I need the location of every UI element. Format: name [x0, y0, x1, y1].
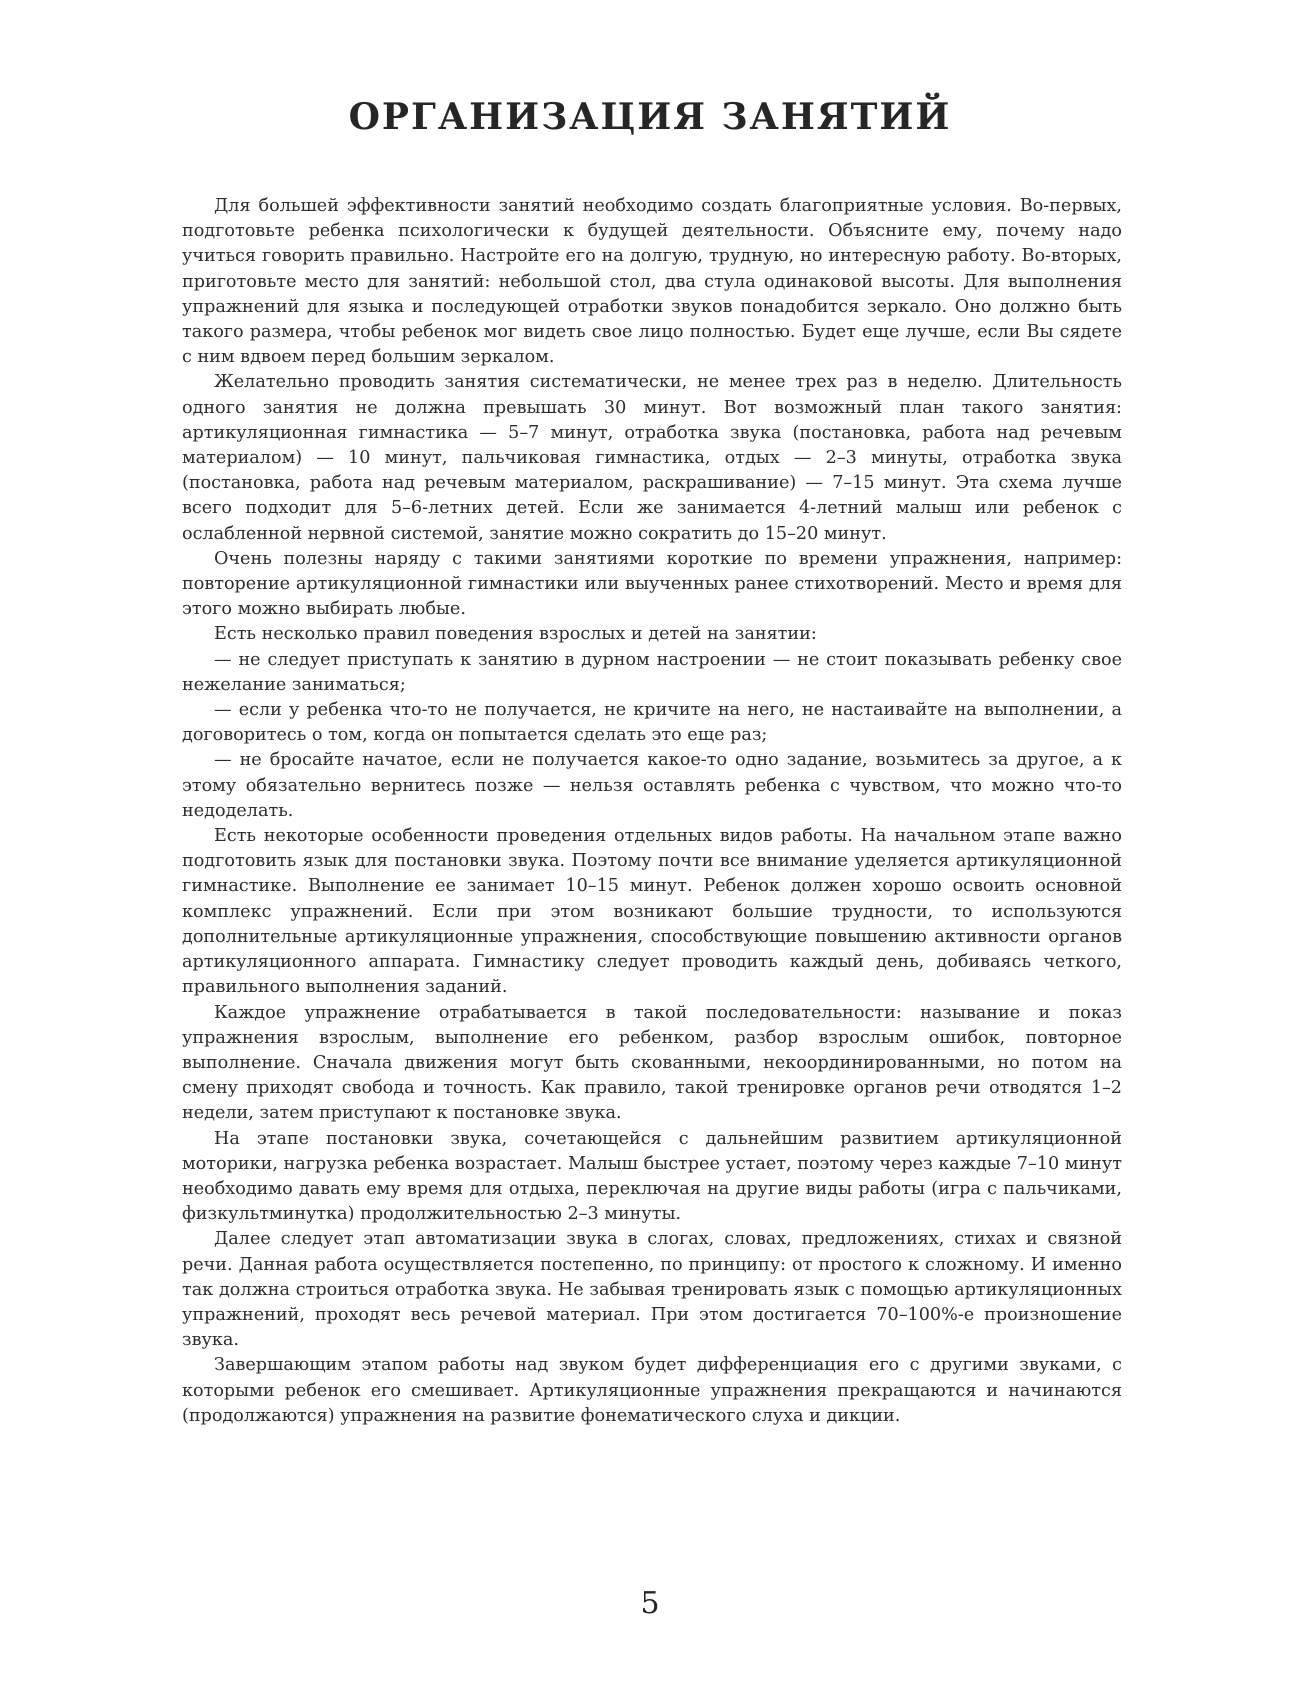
body-text [182, 194, 1122, 1429]
rule-item: — если у ребенка что-то не получается, не кричите на него, не настаивайте на выполнении, а договоритесь о том, когда он попытается сделать это еще раз; [182, 700, 1122, 746]
paragraph: Есть несколько правил поведения взрослых и детей на занятии: [214, 624, 817, 645]
paragraph: Для большей эффективности занятий необходимо создать благоприятные условия. Во-первых, подготовьте ребенка психологически к будущей деятельности. Объясните ему, почему надо учиться говорить правильно. Настройте его на долгую, трудную, но интересную работу. Во-вторых, приготовьте место для занятий: небольшой стол, два стула одинаковой высоты. Для выполнения упражнений для языка и последующей отработки звуков понадобится зеркало. Оно должно быть такого размера, чтобы ребенок мог видеть свое лицо полностью. Будет еще лучше, если Вы сядете с ним вдвоем перед большим зеркалом. [182, 196, 1122, 368]
page-title: ОРГАНИЗАЦИЯ ЗАНЯТИЙ [348, 96, 952, 138]
paragraph: Желательно проводить занятия систематически, не менее трех раз в неделю. Длительность одного занятия не должна превышать 30 минут. Вот возможный план такого занятия: артикуляционная гимнастика — 5–7 минут, отработка звука (постановка, работа над речевым материалом) — 10 минут, пальчиковая гимнастика, отдых — 2–3 минуты, отработка звука (постановка, работа над речевым материалом, раскрашивание) — 7–15 минут. Эта схема лучше всего подходит для 5–6-летних детей. Если же занимается 4-летний малыш или ребенок с ослабленной нервной системой, занятие можно сократить до 15–20 минут. [182, 372, 1122, 544]
paragraph: На этапе постановки звука, сочетающейся с дальнейшим развитием артикуляционной моторики, нагрузка ребенка возрастает. Малыш быстрее устает, поэтому через каждые 7–10 минут необходимо давать ему время для отдыха, переключая на другие виды работы (игра с пальчиками, физкультминутка) продолжительностью 2–3 минуты. [182, 1128, 1122, 1225]
paragraph: Есть некоторые особенности проведения отдельных видов работы. На начальном этапе важно подготовить язык для постановки звука. Поэтому почти все внимание уделяется артикуляционной гимнастике. Выполнение ее занимает 10–15 минут. Ребенок должен хорошо освоить основной комплекс упражнений. Если при этом возникают большие трудности, то используются дополнительные артикуляционные упражнения, способствующие повышению активности органов артикуляционного аппарата. Гимнастику следует проводить каждый день, добиваясь четкого, правильного выполнения заданий. [182, 826, 1122, 998]
paragraph: Каждое упражнение отрабатывается в такой последовательности: называние и показ упражнения взрослым, выполнение его ребенком, разбор взрослым ошибок, повторное выполнение. Сначала движения могут быть скованными, некоординированными, но потом на смену приходят свобода и точность. Как правило, такой тренировке органов речи отводятся 1–2 недели, затем приступают к постановке звука. [182, 1002, 1122, 1124]
rule-item: — не следует приступать к занятию в дурном настроении — не стоит показывать ребенку свое нежелание заниматься; [182, 649, 1122, 695]
paragraph: Далее следует этап автоматизации звука в слогах, словах, предложениях, стихах и связной речи. Данная работа осуществляется постепенно, по принципу: от простого к сложному. И именно так должна строиться отработка звука. Не забывая тренировать язык с помощью артикуляционных упражнений, проходят весь речевой материал. При этом достигается 70–100%-е произношение звука. [182, 1229, 1122, 1351]
page-number: 5 [640, 1586, 660, 1621]
paragraph: Завершающим этапом работы над звуком будет дифференциация его с другими звуками, с которыми ребенок его смешивает. Артикуляционные упражнения прекращаются и начинаются (продолжаются) упражнения на развитие фонематического слуха и дикции. [182, 1355, 1122, 1426]
paragraph: Очень полезны наряду с такими занятиями короткие по времени упражнения, например: повторение артикуляционной гимнастики или выученных ранее стихотворений. Место и время для этого можно выбирать любые. [182, 548, 1122, 620]
rule-item: — не бросайте начатое, если не получается какое-то одно задание, возьмитесь за другое, а к этому обязательно вернитесь позже — нельзя оставлять ребенка с чувством, что можно что-то недоделать. [182, 750, 1122, 821]
